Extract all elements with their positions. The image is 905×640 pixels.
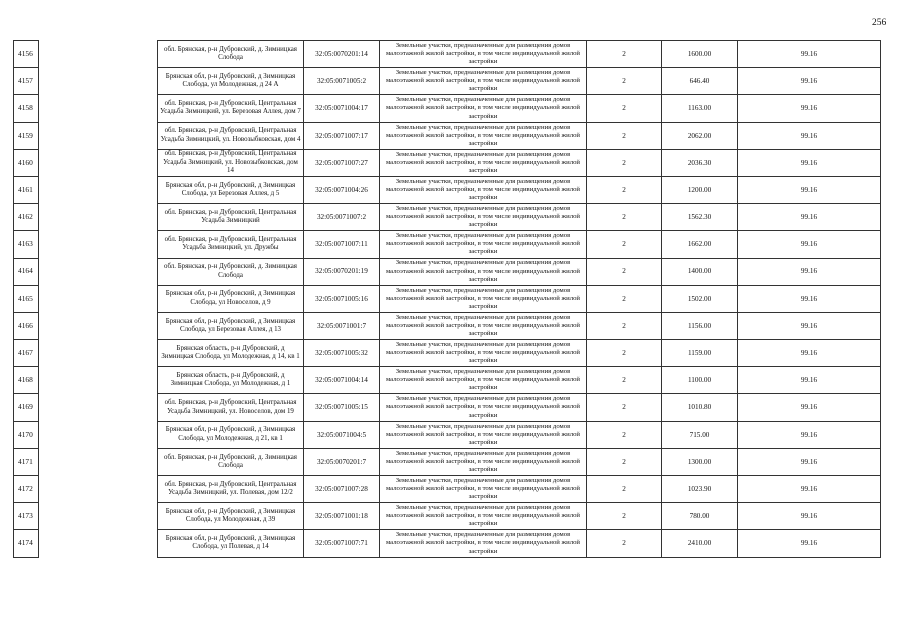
table-row <box>14 421 881 448</box>
table-row <box>14 476 881 503</box>
blank-cell <box>39 258 158 285</box>
rate-cell: 99.16 <box>738 503 881 530</box>
row-number: 4156 <box>14 41 39 68</box>
land-use-cell: Земельные участки, предназначенные для размещения домов малоэтажной жилой застройки, в том числе индивидуальной жилой застройки <box>380 503 587 530</box>
row-number: 4161 <box>14 176 39 203</box>
area-cell: 1200.00 <box>662 176 738 203</box>
row-number: 4163 <box>14 231 39 258</box>
row-number: 4174 <box>14 530 39 557</box>
row-number: 4171 <box>14 448 39 475</box>
cadastral-number-cell: 32:05:0071007:28 <box>304 476 380 503</box>
address-cell: Брянская обл, р-н Дубровский, д Зимницкая Слобода, ул Новоселов, д 9 <box>158 285 304 312</box>
rate-cell: 99.16 <box>738 68 881 95</box>
cadastral-number-cell: 32:05:0071001:18 <box>304 503 380 530</box>
area-cell: 1159.00 <box>662 340 738 367</box>
table-row <box>14 448 881 475</box>
area-cell: 1400.00 <box>662 258 738 285</box>
address-cell: Брянская область, р-н Дубровский, д Зимницкая Слобода, ул Молодежная, д 1 <box>158 367 304 394</box>
cadastral-number-cell: 32:05:0071005:15 <box>304 394 380 421</box>
address-cell: Брянская обл, р-н Дубровский, д Зимницкая Слобода, ул Молодежная, д 39 <box>158 503 304 530</box>
table-row <box>14 68 881 95</box>
cadastral-number-cell: 32:05:0071004:5 <box>304 421 380 448</box>
row-number: 4159 <box>14 122 39 149</box>
rate-cell: 99.16 <box>738 476 881 503</box>
category-cell: 2 <box>587 149 662 176</box>
row-number: 4166 <box>14 312 39 339</box>
blank-cell <box>39 68 158 95</box>
blank-cell <box>39 231 158 258</box>
rate-cell: 99.16 <box>738 231 881 258</box>
row-number: 4157 <box>14 68 39 95</box>
address-cell: обл. Брянская, р-н Дубровский, д. Зимницкая Слобода <box>158 258 304 285</box>
land-use-cell: Земельные участки, предназначенные для размещения домов малоэтажной жилой застройки, в том числе индивидуальной жилой застройки <box>380 176 587 203</box>
area-cell: 1662.00 <box>662 231 738 258</box>
cadastral-number-cell: 32:05:0070201:19 <box>304 258 380 285</box>
cadastral-number-cell: 32:05:0071005:16 <box>304 285 380 312</box>
category-cell: 2 <box>587 530 662 557</box>
category-cell: 2 <box>587 41 662 68</box>
blank-cell <box>39 340 158 367</box>
address-cell: обл. Брянская, р-н Дубровский, Центральная Усадьба Зимницкий, ул. Новоселов, дом 19 <box>158 394 304 421</box>
blank-cell <box>39 312 158 339</box>
rate-cell: 99.16 <box>738 95 881 122</box>
land-use-cell: Земельные участки, предназначенные для размещения домов малоэтажной жилой застройки, в том числе индивидуальной жилой застройки <box>380 340 587 367</box>
land-use-cell: Земельные участки, предназначенные для размещения домов малоэтажной жилой застройки, в том числе индивидуальной жилой застройки <box>380 312 587 339</box>
row-number: 4167 <box>14 340 39 367</box>
cadastral-number-cell: 32:05:0071007:2 <box>304 204 380 231</box>
area-cell: 2036.30 <box>662 149 738 176</box>
blank-cell <box>39 285 158 312</box>
blank-cell <box>39 530 158 557</box>
land-use-cell: Земельные участки, предназначенные для размещения домов малоэтажной жилой застройки, в том числе индивидуальной жилой застройки <box>380 149 587 176</box>
category-cell: 2 <box>587 68 662 95</box>
rate-cell: 99.16 <box>738 122 881 149</box>
address-cell: обл. Брянская, р-н Дубровский, Центральная Усадьба Зимницкий, ул. Новозыбковская, дом 14 <box>158 149 304 176</box>
table-row <box>14 204 881 231</box>
land-use-cell: Земельные участки, предназначенные для размещения домов малоэтажной жилой застройки, в том числе индивидуальной жилой застройки <box>380 367 587 394</box>
table-row <box>14 122 881 149</box>
row-number: 4172 <box>14 476 39 503</box>
land-use-cell: Земельные участки, предназначенные для размещения домов малоэтажной жилой застройки, в том числе индивидуальной жилой застройки <box>380 394 587 421</box>
cadastral-number-cell: 32:05:0071004:17 <box>304 95 380 122</box>
area-cell: 1100.00 <box>662 367 738 394</box>
category-cell: 2 <box>587 122 662 149</box>
address-cell: обл. Брянская, р-н Дубровский, Центральная Усадьба Зимницкий <box>158 204 304 231</box>
blank-cell <box>39 367 158 394</box>
rate-cell: 99.16 <box>738 367 881 394</box>
category-cell: 2 <box>587 394 662 421</box>
rate-cell: 99.16 <box>738 258 881 285</box>
category-cell: 2 <box>587 231 662 258</box>
address-cell: Брянская обл, р-н Дубровский, д Зимницкая Слобода, ул Полевая, д 14 <box>158 530 304 557</box>
area-cell: 1023.90 <box>662 476 738 503</box>
table-row <box>14 258 881 285</box>
row-number: 4160 <box>14 149 39 176</box>
rate-cell: 99.16 <box>738 149 881 176</box>
blank-cell <box>39 448 158 475</box>
rate-cell: 99.16 <box>738 176 881 203</box>
row-number: 4164 <box>14 258 39 285</box>
land-use-cell: Земельные участки, предназначенные для размещения домов малоэтажной жилой застройки, в том числе индивидуальной жилой застройки <box>380 448 587 475</box>
cadastral-number-cell: 32:05:0071005:2 <box>304 68 380 95</box>
land-use-cell: Земельные участки, предназначенные для размещения домов малоэтажной жилой застройки, в том числе индивидуальной жилой застройки <box>380 122 587 149</box>
address-cell: Брянская обл, р-н Дубровский, д Зимницкая Слобода, ул Березовая Аллея, д 5 <box>158 176 304 203</box>
table-row <box>14 231 881 258</box>
category-cell: 2 <box>587 503 662 530</box>
rate-cell: 99.16 <box>738 394 881 421</box>
address-cell: обл. Брянская, р-н Дубровский, д. Зимницкая Слобода <box>158 448 304 475</box>
area-cell: 1562.30 <box>662 204 738 231</box>
address-cell: обл. Брянская, р-н Дубровский, Центральная Усадьба Зимницкий, ул. Полевая, дом 12/2 <box>158 476 304 503</box>
category-cell: 2 <box>587 95 662 122</box>
address-cell: обл. Брянская, р-н Дубровский, Центральная Усадьба Зимницкий, ул. Новозыбковская, дом 4 <box>158 122 304 149</box>
row-number: 4169 <box>14 394 39 421</box>
table-body <box>14 41 881 558</box>
land-use-cell: Земельные участки, предназначенные для размещения домов малоэтажной жилой застройки, в том числе индивидуальной жилой застройки <box>380 95 587 122</box>
blank-cell <box>39 476 158 503</box>
address-cell: Брянская обл, р-н Дубровский, д Зимницкая Слобода, ул Березовая Аллея, д 13 <box>158 312 304 339</box>
area-cell: 1163.00 <box>662 95 738 122</box>
land-plots-table <box>13 40 881 558</box>
category-cell: 2 <box>587 176 662 203</box>
table-row <box>14 530 881 557</box>
row-number: 4165 <box>14 285 39 312</box>
blank-cell <box>39 149 158 176</box>
category-cell: 2 <box>587 421 662 448</box>
category-cell: 2 <box>587 285 662 312</box>
cadastral-number-cell: 32:05:0071007:27 <box>304 149 380 176</box>
category-cell: 2 <box>587 340 662 367</box>
area-cell: 2410.00 <box>662 530 738 557</box>
blank-cell <box>39 503 158 530</box>
cadastral-number-cell: 32:05:0071005:32 <box>304 340 380 367</box>
land-use-cell: Земельные участки, предназначенные для размещения домов малоэтажной жилой застройки, в том числе индивидуальной жилой застройки <box>380 204 587 231</box>
area-cell: 646.40 <box>662 68 738 95</box>
table-row <box>14 312 881 339</box>
land-use-cell: Земельные участки, предназначенные для размещения домов малоэтажной жилой застройки, в том числе индивидуальной жилой застройки <box>380 530 587 557</box>
cadastral-number-cell: 32:05:0070201:14 <box>304 41 380 68</box>
rate-cell: 99.16 <box>738 421 881 448</box>
rate-cell: 99.16 <box>738 312 881 339</box>
land-use-cell: Земельные участки, предназначенные для размещения домов малоэтажной жилой застройки, в том числе индивидуальной жилой застройки <box>380 421 587 448</box>
land-use-cell: Земельные участки, предназначенные для размещения домов малоэтажной жилой застройки, в том числе индивидуальной жилой застройки <box>380 231 587 258</box>
table-row <box>14 41 881 68</box>
table-row <box>14 340 881 367</box>
blank-cell <box>39 95 158 122</box>
category-cell: 2 <box>587 367 662 394</box>
table-row <box>14 149 881 176</box>
cadastral-number-cell: 32:05:0071007:11 <box>304 231 380 258</box>
land-use-cell: Земельные участки, предназначенные для размещения домов малоэтажной жилой застройки, в том числе индивидуальной жилой застройки <box>380 285 587 312</box>
table-row <box>14 176 881 203</box>
row-number: 4162 <box>14 204 39 231</box>
rate-cell: 99.16 <box>738 285 881 312</box>
cadastral-number-cell: 32:05:0071004:26 <box>304 176 380 203</box>
land-use-cell: Земельные участки, предназначенные для размещения домов малоэтажной жилой застройки, в том числе индивидуальной жилой застройки <box>380 258 587 285</box>
area-cell: 1600.00 <box>662 41 738 68</box>
cadastral-number-cell: 32:05:0071007:17 <box>304 122 380 149</box>
cadastral-number-cell: 32:05:0071001:7 <box>304 312 380 339</box>
area-cell: 1502.00 <box>662 285 738 312</box>
table-row <box>14 95 881 122</box>
rate-cell: 99.16 <box>738 340 881 367</box>
category-cell: 2 <box>587 258 662 285</box>
cadastral-number-cell: 32:05:0071007:71 <box>304 530 380 557</box>
address-cell: Брянская область, р-н Дубровский, д Зимницкая Слобода, ул Молодежная, д 14, кв 1 <box>158 340 304 367</box>
blank-cell <box>39 204 158 231</box>
blank-cell <box>39 41 158 68</box>
address-cell: обл. Брянская, р-н Дубровский, Центральная Усадьба Зимницкий, ул. Дружбы <box>158 231 304 258</box>
blank-cell <box>39 421 158 448</box>
area-cell: 780.00 <box>662 503 738 530</box>
cadastral-number-cell: 32:05:0070201:7 <box>304 448 380 475</box>
category-cell: 2 <box>587 204 662 231</box>
row-number: 4170 <box>14 421 39 448</box>
row-number: 4168 <box>14 367 39 394</box>
land-use-cell: Земельные участки, предназначенные для размещения домов малоэтажной жилой застройки, в том числе индивидуальной жилой застройки <box>380 68 587 95</box>
area-cell: 1010.80 <box>662 394 738 421</box>
area-cell: 1156.00 <box>662 312 738 339</box>
land-use-cell: Земельные участки, предназначенные для размещения домов малоэтажной жилой застройки, в том числе индивидуальной жилой застройки <box>380 41 587 68</box>
rate-cell: 99.16 <box>738 41 881 68</box>
area-cell: 715.00 <box>662 421 738 448</box>
area-cell: 2062.00 <box>662 122 738 149</box>
table-row <box>14 285 881 312</box>
row-number: 4173 <box>14 503 39 530</box>
address-cell: Брянская обл, р-н Дубровский, д Зимницкая Слобода, ул Молодежная, д 21, кв 1 <box>158 421 304 448</box>
rate-cell: 99.16 <box>738 204 881 231</box>
table-row <box>14 503 881 530</box>
page-number: 256 <box>872 18 887 28</box>
address-cell: обл. Брянская, р-н Дубровский, Центральная Усадьба Зимницкий, ул. Березовая Аллея, дом 7 <box>158 95 304 122</box>
land-use-cell: Земельные участки, предназначенные для размещения домов малоэтажной жилой застройки, в том числе индивидуальной жилой застройки <box>380 476 587 503</box>
cadastral-number-cell: 32:05:0071004:14 <box>304 367 380 394</box>
table-row <box>14 394 881 421</box>
blank-cell <box>39 394 158 421</box>
address-cell: Брянская обл, р-н Дубровский, д Зимницкая Слобода, ул Молодежная, д 24 А <box>158 68 304 95</box>
blank-cell <box>39 122 158 149</box>
category-cell: 2 <box>587 312 662 339</box>
category-cell: 2 <box>587 476 662 503</box>
rate-cell: 99.16 <box>738 530 881 557</box>
table-row <box>14 367 881 394</box>
blank-cell <box>39 176 158 203</box>
row-number: 4158 <box>14 95 39 122</box>
category-cell: 2 <box>587 448 662 475</box>
address-cell: обл. Брянская, р-н Дубровский, д. Зимницкая Слобода <box>158 41 304 68</box>
area-cell: 1300.00 <box>662 448 738 475</box>
rate-cell: 99.16 <box>738 448 881 475</box>
